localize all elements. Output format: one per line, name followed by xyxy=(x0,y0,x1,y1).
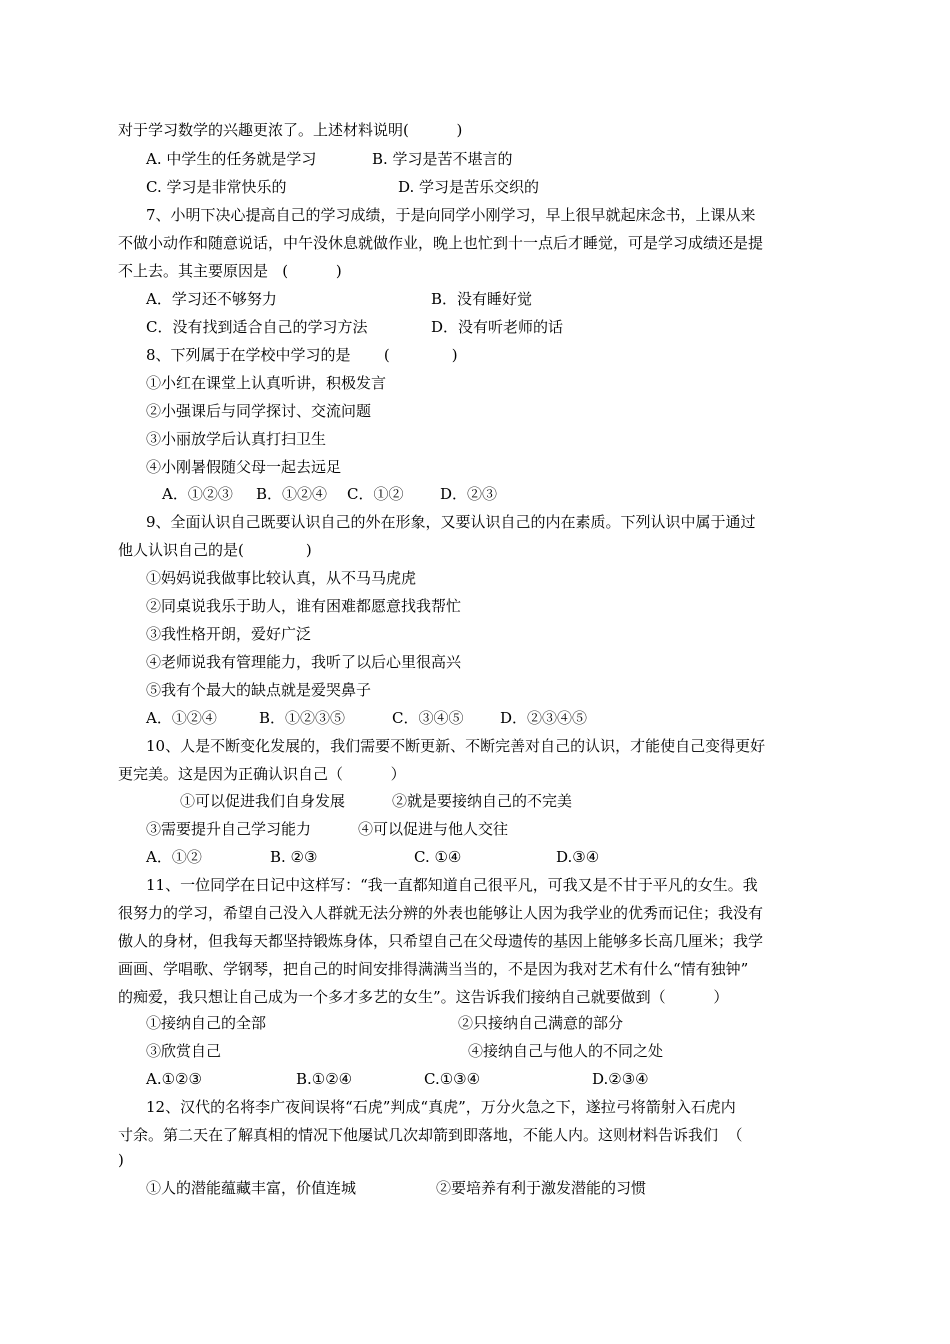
q11-item-4: ④接纳自己与他人的不同之处 xyxy=(468,1042,664,1060)
q12-item-1: ①人的潜能蕴藏丰富，价值连城 xyxy=(146,1179,357,1197)
q11-item-1: ①接纳自己的全部 xyxy=(146,1014,267,1032)
q8-option-d: D．②③ xyxy=(440,485,498,503)
q8-option-b: B．①②④ xyxy=(256,485,328,503)
q10-option-d: D.③④ xyxy=(556,848,600,866)
q11-stem-line-5: 的痴爱，我只想让自己成为一个多才多艺的女生”。这告诉我们接纳自己就要做到（ ） xyxy=(118,988,729,1006)
q10-item-3: ③需要提升自己学习能力 xyxy=(146,820,312,838)
q9-item-3: ③我性格开朗，爱好广泛 xyxy=(146,625,312,643)
q10-item-1: ①可以促进我们自身发展 xyxy=(180,792,346,810)
q11-option-c: C.①③④ xyxy=(424,1070,481,1088)
q7-option-c: C．没有找到适合自己的学习方法 xyxy=(146,318,368,336)
q9-option-b: B．①②③⑤ xyxy=(259,709,346,727)
q11-option-d: D.②③④ xyxy=(592,1070,649,1088)
q12-stem-line-3: ) xyxy=(118,1151,124,1169)
q7-stem-line-1: 7、小明下决心提高自己的学习成绩，于是向同学小刚学习，早上很早就起床念书，上课从来 xyxy=(146,206,756,224)
q7-option-b: B．没有睡好觉 xyxy=(431,290,533,308)
q10-option-a: A．①② xyxy=(146,848,202,866)
q8-item-4: ④小刚暑假随父母一起去远足 xyxy=(146,458,342,476)
q8-option-a: A．①②③ xyxy=(162,485,233,503)
q10-option-b: B. ②③ xyxy=(270,848,318,866)
q9-option-c: C．③④⑤ xyxy=(392,709,464,727)
q11-option-b: B.①②④ xyxy=(296,1070,353,1088)
q9-item-1: ①妈妈说我做事比较认真，从不马马虎虎 xyxy=(146,569,417,587)
q12-stem-line-2: 寸余。第二天在了解真相的情况下他屡试几次却箭到即落地，不能人内。这则材料告诉我们 （ xyxy=(118,1126,743,1144)
q8-stem: 8、下列属于在学校中学习的是 ( ) xyxy=(146,346,458,364)
q11-stem-line-1: 11、一位同学在日记中这样写：“我一直都知道自己很平凡，可我又是不甘于平凡的女生。我 xyxy=(146,876,758,894)
q9-option-a: A．①②④ xyxy=(146,709,217,727)
q9-item-5: ⑤我有个最大的缺点就是爱哭鼻子 xyxy=(146,681,372,699)
q8-item-3: ③小丽放学后认真打扫卫生 xyxy=(146,430,327,448)
q11-item-3: ③欣赏自己 xyxy=(146,1042,222,1060)
q9-item-2: ②同桌说我乐于助人，谁有困难都愿意找我帮忙 xyxy=(146,597,462,615)
q10-item-2: ②就是要接纳自己的不完美 xyxy=(392,792,573,810)
q11-option-a: A.①②③ xyxy=(146,1070,202,1088)
q6-option-d: D. 学习是苦乐交织的 xyxy=(398,178,540,196)
q10-stem-line-1: 10、人是不断变化发展的，我们需要不断更新、不断完善对自己的认识，才能使自己变得更好 xyxy=(146,737,766,755)
q12-item-2: ②要培养有利于激发潜能的习惯 xyxy=(436,1179,647,1197)
q7-stem-line-3: 不上去。其主要原因是 ( ) xyxy=(118,262,342,280)
q9-stem-line-2: 他人认识自己的是( ) xyxy=(118,541,312,559)
q8-option-c: C．①② xyxy=(347,485,404,503)
q11-stem-line-2: 很努力的学习，希望自己没入人群就无法分辨的外表也能够让人因为我学业的优秀而记住；我没有 xyxy=(118,904,764,922)
q11-stem-line-3: 傲人的身材，但我每天都坚持锻炼身体，只希望自己在父母遗传的基因上能够多长高几厘米；我学 xyxy=(118,932,764,950)
q7-stem-line-2: 不做小动作和随意说话，中午没休息就做作业，晚上也忙到十一点后才睡觉，可是学习成绩还是提 xyxy=(118,234,764,252)
q6-option-a: A. 中学生的任务就是学习 xyxy=(146,150,317,168)
q6-stem-tail: 对于学习数学的兴趣更浓了。上述材料说明( ) xyxy=(118,121,463,139)
q10-item-4: ④可以促进与他人交往 xyxy=(358,820,509,838)
q10-stem-line-2: 更完美。这是因为正确认识自己（ ） xyxy=(118,765,406,783)
q11-item-2: ②只接纳自己满意的部分 xyxy=(458,1014,624,1032)
q12-stem-line-1: 12、汉代的名将李广夜间误将“石虎”判成“真虎”，万分火急之下，遂拉弓将箭射入石虎内 xyxy=(146,1098,736,1116)
q8-item-1: ①小红在课堂上认真听讲，积极发言 xyxy=(146,374,387,392)
q9-option-d: D．②③④⑤ xyxy=(500,709,588,727)
q9-stem-line-1: 9、全面认识自己既要认识自己的外在形象，又要认识自己的内在素质。下列认识中属于通过 xyxy=(146,513,756,531)
q7-option-d: D．没有听老师的话 xyxy=(431,318,564,336)
q10-option-c: C. ①④ xyxy=(414,848,462,866)
q6-option-b: B. 学习是苦不堪言的 xyxy=(372,150,513,168)
q6-option-c: C. 学习是非常快乐的 xyxy=(146,178,287,196)
q11-stem-line-4: 画画、学唱歌、学钢琴，把自己的时间安排得满满当当的，不是因为我对艺术有什么“情有独钟” xyxy=(118,960,749,978)
q7-option-a: A．学习还不够努力 xyxy=(146,290,277,308)
q8-item-2: ②小强课后与同学探讨、交流问题 xyxy=(146,402,372,420)
q9-item-4: ④老师说我有管理能力，我听了以后心里很高兴 xyxy=(146,653,462,671)
